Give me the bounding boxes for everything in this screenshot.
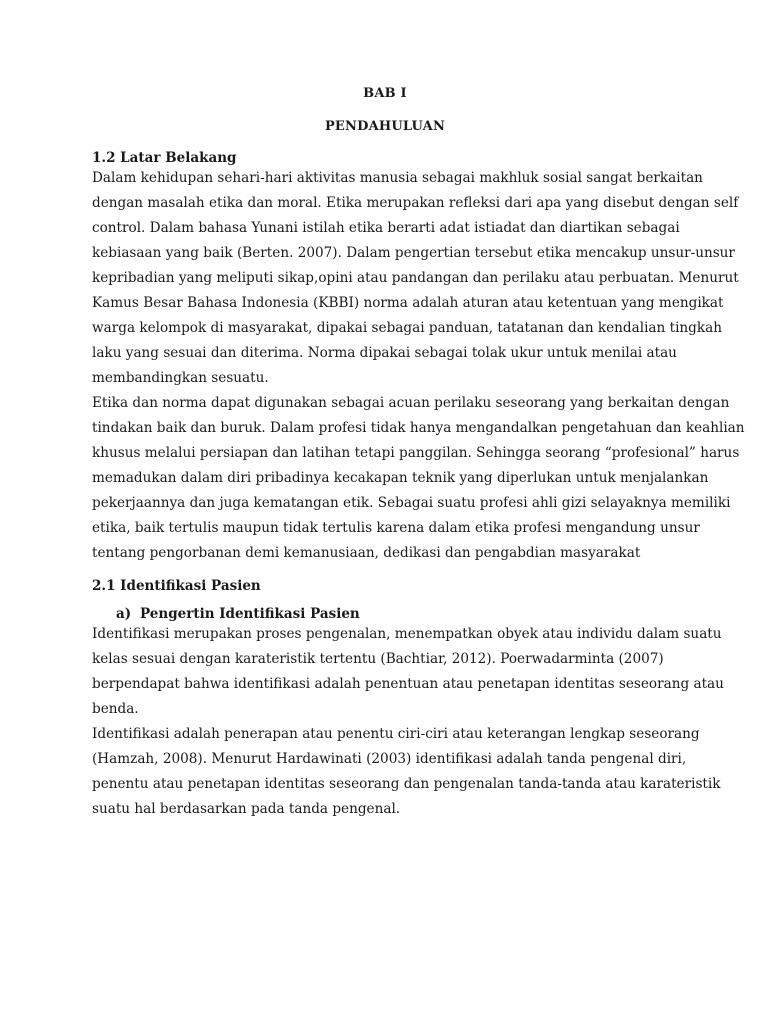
text-line: tentang pengorbanan demi kemanusiaan, dedikasi dan pengabdian masyarakat xyxy=(92,545,641,561)
text-line: Dalam kehidupan sehari-hari aktivitas manusia sebagai makhluk sosial sangat berkaitan xyxy=(92,170,703,186)
section-heading-latar-belakang: 1.2 Latar Belakang xyxy=(92,150,237,166)
text-line: Kamus Besar Bahasa Indonesia (KBBI) norma adalah aturan atau ketentuan yang mengikat xyxy=(92,295,724,311)
chapter-number: BAB I xyxy=(363,86,407,101)
text-line: Identifikasi merupakan proses pengenalan, menempatkan obyek atau individu dalam suatu xyxy=(92,626,722,642)
text-line: kelas sesuai dengan karateristik tertentu (Bachtiar, 2012). Poerwadarminta (2007) xyxy=(92,651,664,667)
text-line: kebiasaan yang baik (Berten. 2007). Dalam pengertian tersebut etika mencakup unsur-unsur xyxy=(92,245,735,261)
chapter-title: PENDAHULUAN xyxy=(324,119,446,134)
text-line: Identifikasi adalah penerapan atau penentu ciri-ciri atau keterangan lengkap seseorang xyxy=(92,726,700,742)
text-line: berpendapat bahwa identifikasi adalah penentuan atau penetapan identitas seseorang atau xyxy=(92,676,724,692)
text-line: (Hamzah, 2008). Menurut Hardawinati (2003) identifikasi adalah tanda pengenal diri, xyxy=(92,751,687,767)
text-line: laku yang sesuai dan diterima. Norma dipakai sebagai tolak ukur untuk menilai atau xyxy=(92,345,677,361)
text-line: control. Dalam bahasa Yunani istilah etika berarti adat istiadat dan diartikan sebagai xyxy=(92,220,680,236)
paragraph-identifikasi-2 xyxy=(92,722,721,822)
text-line: khusus melalui persiapan dan latihan tetapi panggilan. Sehingga seorang “profesional” harus xyxy=(92,445,740,461)
subsection-heading-pengertian xyxy=(92,606,678,622)
document-page xyxy=(92,86,745,822)
text-line: Etika dan norma dapat digunakan sebagai acuan perilaku seseorang yang berkaitan dengan xyxy=(92,395,730,411)
subsection-title: Pengertin Identifikasi Pasien xyxy=(140,606,360,622)
paragraph-identifikasi-1 xyxy=(92,622,724,722)
subsection-marker: a) xyxy=(116,606,132,622)
text-line: benda. xyxy=(92,701,139,717)
text-line: membandingkan sesuatu. xyxy=(92,370,269,386)
text-line: warga kelompok di masyarakat, dipakai sebagai panduan, tatatanan dan kendalian tingkah xyxy=(92,320,722,336)
text-line: pekerjaannya dan juga kematangan etik. Sebagai suatu profesi ahli gizi selayaknya memiliki xyxy=(92,495,731,511)
text-line: memadukan dalam diri pribadinya kecakapan teknik yang diperlukan untuk menjalankan xyxy=(92,470,709,486)
text-line: tindakan baik dan buruk. Dalam profesi tidak hanya mengandalkan pengetahuan dan keahlian xyxy=(92,420,745,436)
text-line: suatu hal berdasarkan pada tanda pengenal. xyxy=(92,801,401,817)
text-line: penentu atau penetapan identitas seseorang dan pengenalan tanda-tanda atau karateristik xyxy=(92,776,721,792)
section-heading-identifikasi-pasien: 2.1 Identifikasi Pasien xyxy=(92,578,261,594)
text-line: dengan masalah etika dan moral. Etika merupakan refleksi dari apa yang disebut dengan self xyxy=(92,195,739,211)
text-line: kepribadian yang meliputi sikap,opini atau pandangan dan perilaku atau perbuatan. Menurut xyxy=(92,270,739,286)
paragraph-latar-belakang-2 xyxy=(92,391,745,566)
text-line: etika, baik tertulis maupun tidak tertulis karena dalam etika profesi mengandung unsur xyxy=(92,520,700,536)
paragraph-latar-belakang-1 xyxy=(92,166,739,391)
